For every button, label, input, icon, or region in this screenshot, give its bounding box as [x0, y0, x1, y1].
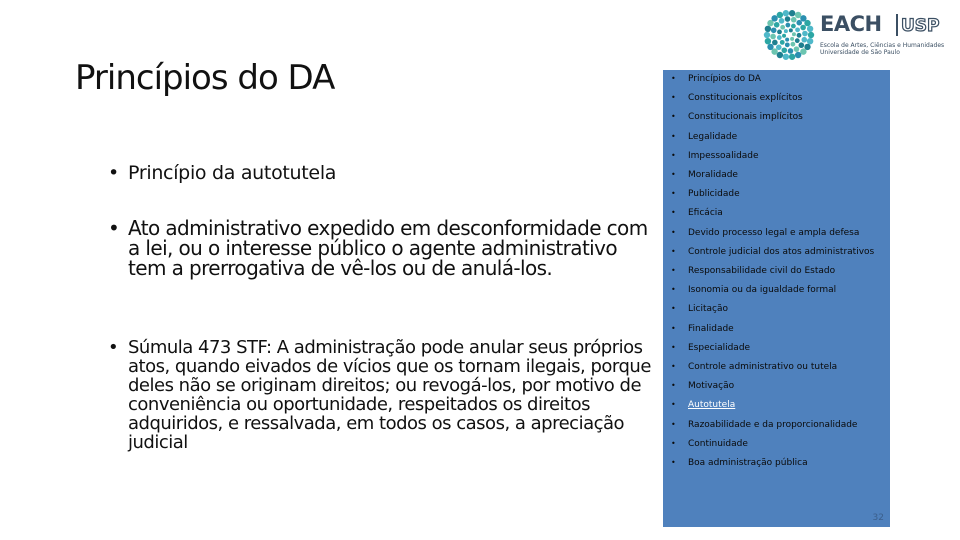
- emblem-dot: [789, 54, 795, 60]
- topic-label: Motivação: [688, 381, 735, 392]
- bullet-item: [108, 218, 658, 278]
- topic-label: Especialidade: [688, 342, 751, 353]
- topics-panel: [663, 70, 890, 527]
- topic-item: [663, 418, 890, 432]
- topic-item: [663, 341, 890, 355]
- emblem-dot: [789, 10, 795, 16]
- emblem-dot: [780, 40, 785, 45]
- topic-label: Finalidade: [688, 323, 734, 334]
- topic-item: [663, 360, 890, 374]
- topic-item: [663, 437, 890, 451]
- topic-bullet: •: [671, 189, 676, 199]
- emblem-dot: [800, 25, 806, 31]
- bullet-dot: •: [108, 216, 120, 240]
- emblem-dot: [782, 34, 786, 38]
- topic-bullet: •: [671, 304, 676, 314]
- logo-each-text: EACH: [820, 12, 882, 36]
- topic-bullet: •: [671, 93, 676, 103]
- emblem-dot: [797, 33, 802, 38]
- usp-logo-letters: USP: [901, 16, 940, 36]
- emblem-dot: [791, 17, 797, 23]
- topic-label: Isonomia ou da igualdade formal: [688, 285, 837, 296]
- emblem-dot: [772, 40, 778, 46]
- bullet-text: Princípio da autotutela: [128, 162, 337, 184]
- topic-label: Eficácia: [688, 208, 723, 219]
- topic-bullet: •: [671, 74, 676, 83]
- topic-label: Controle judicial dos atos administrativos: [688, 246, 875, 257]
- topic-bullet: •: [671, 112, 676, 122]
- emblem-dot: [801, 37, 807, 43]
- emblem-dot: [777, 30, 782, 35]
- emblem-dot: [804, 20, 810, 26]
- topic-bullet: •: [671, 342, 676, 352]
- emblem-dot: [791, 24, 796, 29]
- emblem-dot: [785, 23, 790, 28]
- topic-item: [663, 302, 890, 316]
- each-usp-logo: [762, 8, 952, 64]
- logo-subtitle-line1: Escola de Artes, Ciências e Humanidades: [820, 42, 945, 49]
- emblem-dot: [795, 12, 801, 18]
- emblem-dot: [777, 52, 783, 58]
- topic-item: [663, 72, 890, 86]
- emblem-dot: [771, 15, 777, 21]
- topic-label: Licitação: [688, 304, 728, 315]
- topic-label: Devido processo legal e ampla defesa: [688, 227, 860, 238]
- bullet-dot: •: [108, 162, 119, 184]
- emblem-dot: [776, 45, 782, 51]
- topic-bullet: •: [671, 150, 676, 160]
- topic-label: Constitucionais explícitos: [688, 93, 803, 104]
- topic-bullet: •: [671, 285, 676, 295]
- emblem-dot: [790, 37, 794, 41]
- emblem-dot: [789, 28, 793, 32]
- topic-label: Princípios do DA: [688, 74, 761, 84]
- emblem-dot: [765, 38, 771, 44]
- topic-bullet: •: [671, 438, 676, 448]
- emblem-dot: [765, 26, 771, 32]
- emblem-dot: [779, 18, 785, 24]
- topic-item: [663, 456, 890, 470]
- emblem-dot: [783, 54, 789, 60]
- topic-item[interactable]: [663, 398, 890, 412]
- emblem-dot: [771, 27, 777, 33]
- topic-bullet: •: [671, 419, 676, 429]
- emblem-dot: [807, 38, 813, 44]
- topic-bullet: •: [671, 170, 676, 179]
- topic-bullet: •: [671, 381, 676, 391]
- topic-label: Boa administração pública: [688, 458, 808, 468]
- emblem-dot: [808, 32, 814, 38]
- topic-bullet: •: [671, 246, 676, 256]
- emblem-dot: [785, 42, 790, 47]
- topic-item: [663, 149, 890, 163]
- topic-item: [663, 130, 890, 144]
- logo-usp-mark: [896, 14, 940, 36]
- topic-item: [663, 283, 890, 297]
- topic-label: Moralidade: [688, 170, 738, 180]
- emblem-dot: [794, 46, 800, 52]
- emblem-dot: [795, 27, 800, 32]
- topic-label: Controle administrativo ou tutela: [688, 362, 838, 372]
- emblem-dot: [780, 25, 785, 30]
- page-number: 32: [872, 513, 884, 523]
- emblem-dot: [796, 20, 802, 26]
- topic-label: Razoabilidade e da proporcionalidade: [688, 419, 858, 430]
- emblem-dot: [790, 42, 795, 47]
- emblem-dot: [777, 35, 782, 40]
- topic-label: Legalidade: [688, 131, 738, 142]
- emblem-dot: [784, 29, 788, 33]
- topic-label: Publicidade: [688, 189, 740, 200]
- topic-bullet: •: [671, 208, 676, 218]
- emblem-dot: [807, 26, 813, 32]
- bullet-item: [108, 164, 658, 183]
- topic-bullet: •: [671, 458, 676, 467]
- topic-link[interactable]: Autotutela: [688, 400, 736, 411]
- topic-label: Impessoalidade: [688, 150, 759, 161]
- topic-bullet: •: [671, 266, 676, 275]
- bullet-item: [108, 338, 658, 452]
- topic-item: [663, 168, 890, 182]
- emblem-dot: [767, 44, 773, 50]
- topic-item: [663, 226, 890, 240]
- emblem-dot: [802, 31, 808, 37]
- topic-item: [663, 379, 890, 393]
- bullet-text: Ato administrativo expedido em desconformidade com a lei, ou o interesse público o agente administrativo tem a prerrogativa de vê-los ou de anulá-los.: [128, 216, 648, 280]
- topic-item: [663, 264, 890, 278]
- emblem-dot: [799, 42, 805, 48]
- emblem-dot: [777, 12, 783, 18]
- topic-item: [663, 322, 890, 336]
- topic-label: Constitucionais implícitos: [688, 112, 803, 123]
- topic-bullet: •: [671, 362, 676, 371]
- emblem-dot: [783, 10, 789, 16]
- slide-title: Princípios do DA: [75, 58, 335, 98]
- topic-item: [663, 187, 890, 201]
- topic-label: Continuidade: [688, 438, 748, 449]
- logo-subtitle: [820, 42, 944, 56]
- topic-bullet: •: [671, 400, 676, 410]
- topic-bullet: •: [671, 323, 676, 333]
- logo-subtitle-line2: Universidade de São Paulo: [820, 49, 900, 56]
- topic-item: [663, 206, 890, 220]
- emblem-dot: [764, 32, 770, 38]
- emblem-dot: [800, 48, 806, 54]
- topic-bullet: •: [671, 131, 676, 141]
- topic-item: [663, 91, 890, 105]
- usp-logo-icon: [898, 14, 940, 36]
- topic-label: Responsabilidade civil do Estado: [688, 266, 836, 276]
- emblem-dot: [770, 34, 776, 40]
- bullet-dot: •: [108, 337, 119, 358]
- emblem-dot: [774, 22, 780, 28]
- emblem-dot: [785, 38, 789, 42]
- emblem-dot: [792, 32, 796, 36]
- topic-item: [663, 110, 890, 124]
- emblem-dot: [781, 47, 787, 53]
- emblem-dot: [785, 16, 791, 22]
- emblem-dot: [788, 48, 794, 54]
- each-emblem-icon: [762, 8, 818, 62]
- topic-item: [663, 245, 890, 259]
- emblem-dot: [795, 38, 800, 43]
- emblem-dot: [795, 52, 801, 58]
- topic-bullet: •: [671, 227, 676, 237]
- bullet-text: Súmula 473 STF: A administração pode anular seus próprios atos, quando eivados de vícios que os tornam ilegais, porque deles não se originam direitos; ou revogá-los, por motivo de conveniência ou oportunidade, respeitados os direitos adquiridos, e ressalvada, em todos os casos, a apreciação judicial: [128, 337, 651, 453]
